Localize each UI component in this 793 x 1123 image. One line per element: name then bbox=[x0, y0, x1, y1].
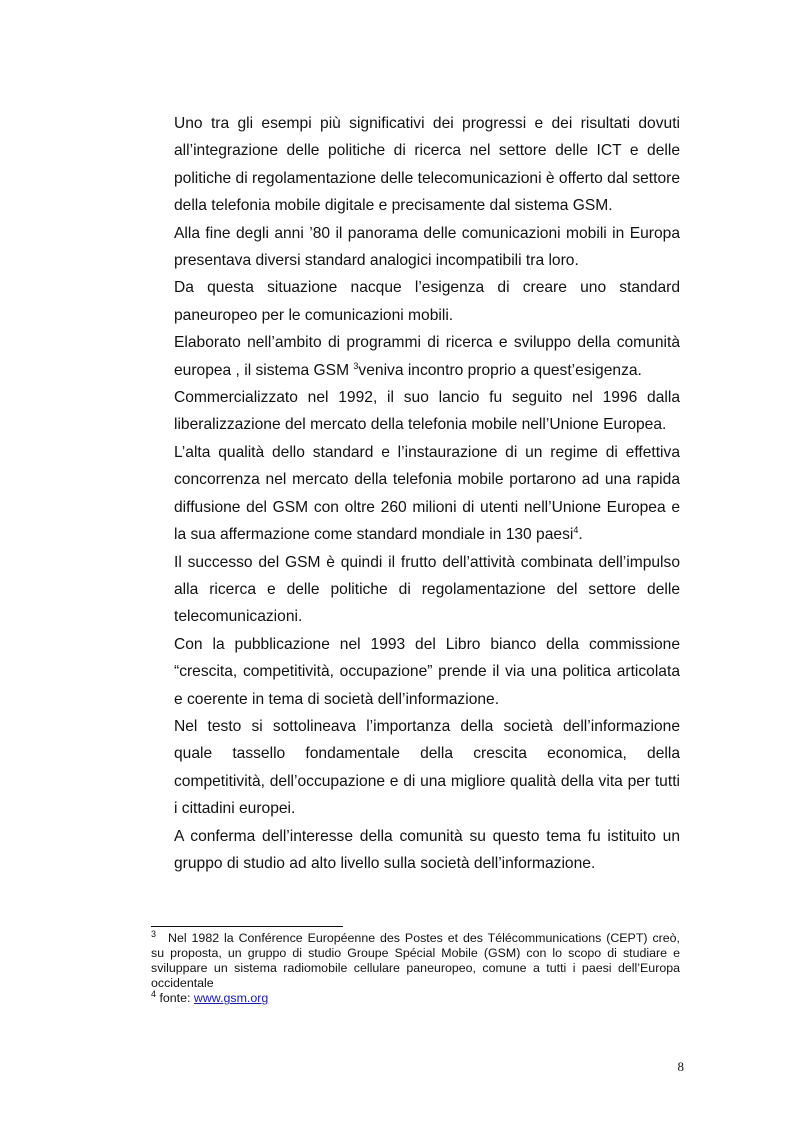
footnote-4-mark: 4 bbox=[151, 989, 157, 1000]
footnote-ref-3[interactable]: 3 bbox=[353, 360, 359, 371]
paragraph-paneuropean-need: Da questa situazione nacque l’esigenza di creare uno standard paneuropeo per le comunicazioni mobili. bbox=[174, 279, 680, 324]
paragraph-commercialization: Commercializzato nel 1992, il suo lancio fu seguito nel 1996 dalla liberalizzazione del mercato della telefonia mobile nell’Unione Europea. bbox=[174, 389, 680, 434]
footnote-4-label: fonte: bbox=[156, 991, 194, 1006]
paragraph-study-group: A conferma dell’interesse della comunità su questo tema fu istituito un gruppo di studio ad alto livello sulla società dell’informazione. bbox=[174, 827, 680, 872]
paragraph-gsm-development bbox=[174, 329, 680, 384]
footnote-3 bbox=[151, 928, 680, 991]
paragraph-gsm-example: Uno tra gli esempi più significativi dei progressi e dei risultati dovuti all’integrazione delle politiche di ricerca nel settore delle ICT e delle politiche di regolamentazione delle telecomunicazioni è offerto dal settore della telefonia mobile digitale e precisamente dal sistema GSM. bbox=[174, 115, 680, 215]
paragraph-gsm-development-text-b: veniva incontro proprio a quest’esigenza. bbox=[358, 361, 642, 379]
paragraph-gsm-diffusion-text-a: L’alta qualità dello standard e l’instaurazione di un regime di effettiva concorrenza nel mercato della telefonia mobile portarono ad una rapida diffusione del GSM con oltre 260 milioni di utenti nell’Unione Europea e la sua affermazione come standard mondiale in 130 paesi bbox=[174, 443, 680, 544]
paragraph-gsm-diffusion-text-b: . bbox=[578, 526, 583, 544]
paragraph-gsm-success: Il successo del GSM è quindi il frutto dell’attività combinata dell’impulso alla ricerca e delle politiche di regolamentazione del settore delle telecomunicazioni. bbox=[174, 553, 680, 626]
main-text bbox=[174, 110, 680, 877]
footnotes bbox=[151, 928, 680, 1006]
gsm-website-link[interactable]: www.gsm.org bbox=[193, 991, 269, 1006]
footnote-ref-4[interactable]: 4 bbox=[573, 524, 579, 535]
footnote-3-mark: 3 bbox=[151, 928, 157, 939]
page-number: 8 bbox=[677, 1059, 684, 1074]
paragraph-information-society: Nel testo si sottolineava l’importanza della società dell’informazione quale tassello fondamentale della crescita economica, della competitività, dell’occupazione e di una migliore qualità della vita per tutti i cittadini europei. bbox=[174, 717, 680, 818]
paragraph-analog-standards: Alla fine degli anni ’80 il panorama delle comunicazioni mobili in Europa presentava diversi standard analogici incompatibili tra loro. bbox=[174, 224, 680, 270]
footnote-separator bbox=[151, 926, 343, 927]
footnote-3-text: Nel 1982 la Conférence Européenne des Postes et des Télécommunications (CEPT) creò, su proposta, un gruppo di studio Groupe Spécial Mobile (GSM) con lo scopo di studiare e sviluppare un sistema radiomobile cellulare paneuropeo, comune a tutti i paesi dell’Europa occidentale bbox=[151, 931, 680, 991]
footnote-4 bbox=[151, 991, 680, 1006]
paragraph-white-paper: Con la pubblicazione nel 1993 del Libro bianco della commissione “crescita, competitività, occupazione” prende il via una politica articolata e coerente in tema di società dell’informazione. bbox=[174, 635, 680, 708]
paragraph-gsm-diffusion bbox=[174, 439, 680, 549]
paragraph-gsm-development-text-a: Elaborato nell’ambito di programmi di ricerca e sviluppo della comunità europea , il sistema GSM bbox=[174, 334, 680, 379]
